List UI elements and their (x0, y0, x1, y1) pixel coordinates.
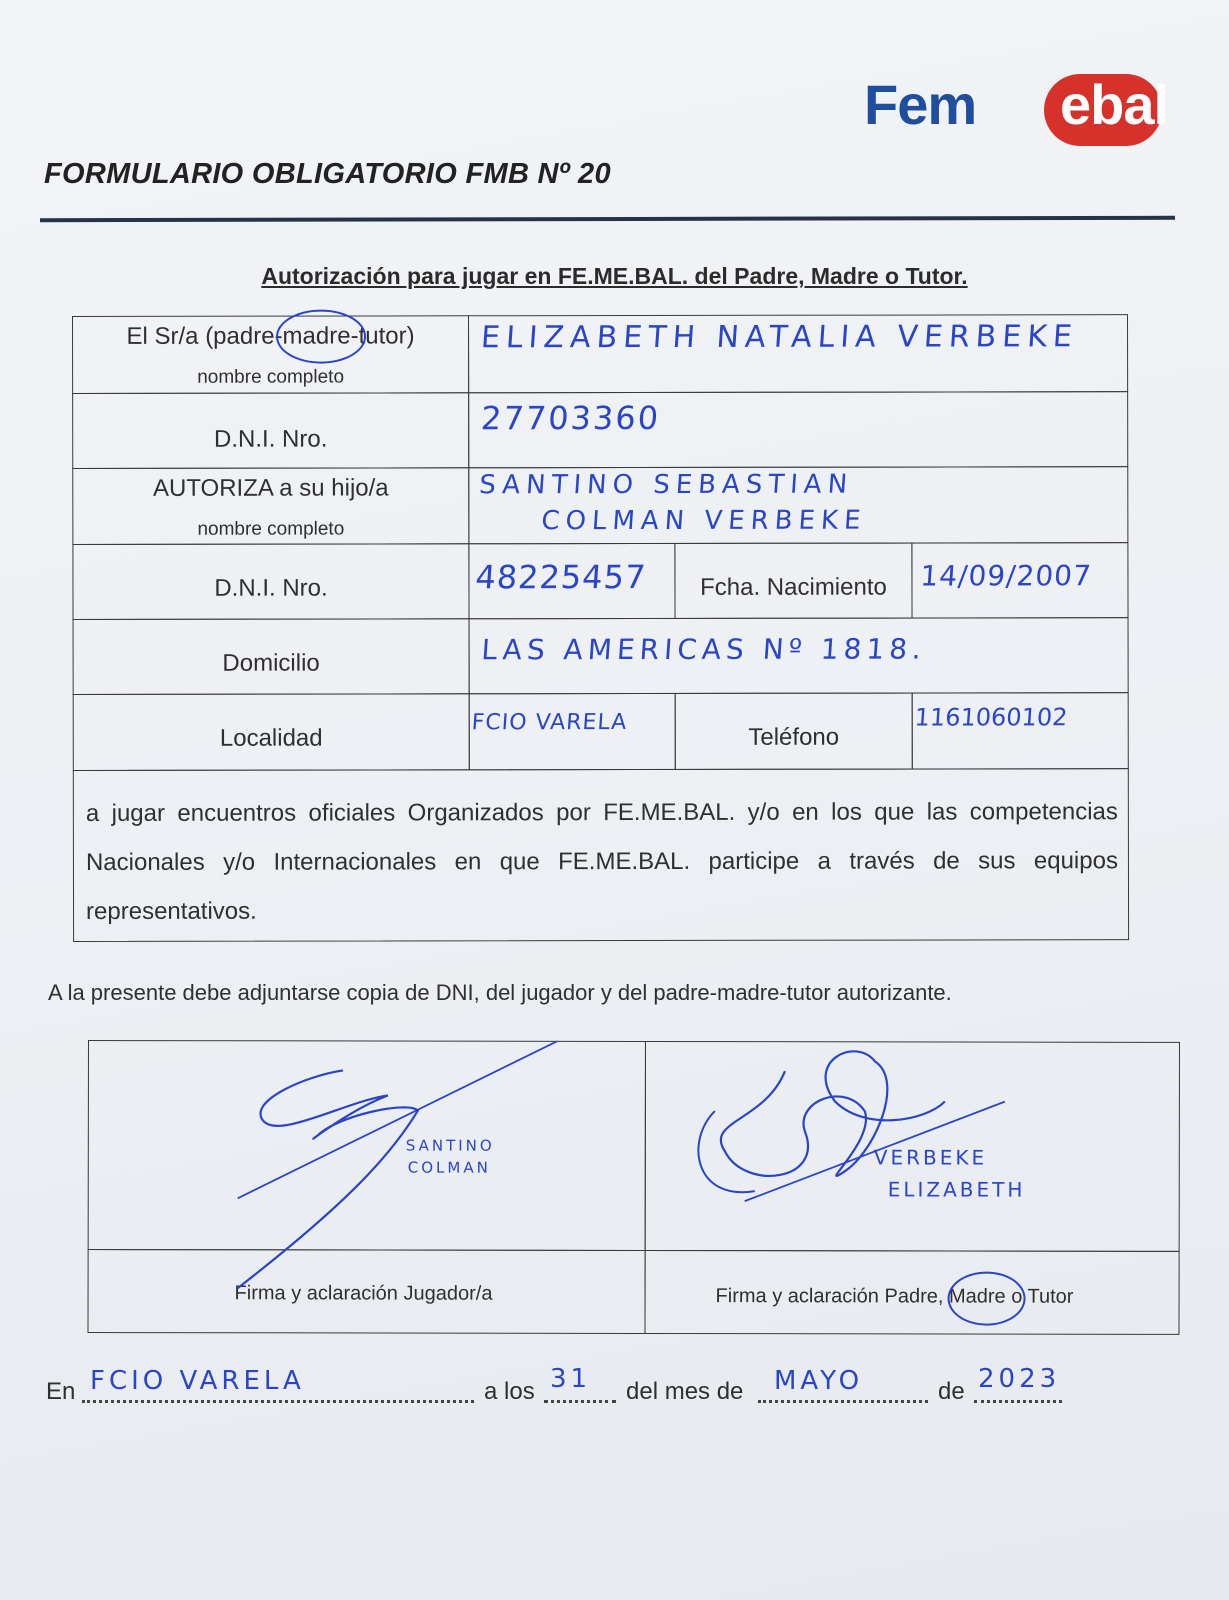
child-dni-field[interactable]: 48225457 (474, 557, 648, 597)
child-label: AUTORIZA a su hijo/a (152, 474, 389, 502)
phone-label: Teléfono (748, 723, 840, 751)
title-divider (40, 216, 1175, 222)
day-dots (544, 1400, 616, 1403)
month-dots (758, 1400, 928, 1403)
child-label-cell (72, 467, 469, 545)
month-field[interactable]: MAYO (774, 1366, 864, 1396)
child-name-cell (468, 466, 1128, 544)
authorization-table (72, 314, 1129, 954)
authorization-text-cell (73, 768, 1129, 942)
address-label: Domicilio (222, 649, 320, 677)
parent-caption-cell (644, 1250, 1179, 1335)
child-name-line2[interactable]: COLMAN VERBEKE (540, 505, 868, 537)
en-label: En (46, 1378, 76, 1405)
form-subtitle: Autorización para jugar en FE.ME.BAL. del Padre, Madre o Tutor. (261, 263, 968, 289)
signature-table (87, 1040, 1180, 1336)
phone-field[interactable]: 1161060102 (913, 703, 1069, 732)
femebal-logo (864, 68, 1169, 148)
day-field[interactable]: 31 (550, 1364, 592, 1394)
parent-name-cell (468, 314, 1128, 393)
birth-label: Fcha. Nacimiento (700, 573, 887, 601)
logo-text-ebal: ebal (1060, 73, 1169, 136)
address-label-cell (73, 618, 470, 695)
phone-label-cell (675, 693, 913, 770)
authorization-text: a jugar encuentros oficiales Organizados por FE.ME.BAL. y/o en los que las competencias Nacionales y/o Internacionales en que FE.ME.BAL. participe a través de sus equipos representativos. (85, 798, 1118, 925)
child-name-line1[interactable]: SANTINO SEBASTIAN (478, 469, 855, 501)
de-label: de (938, 1378, 965, 1405)
parent-dni-label: D.N.I. Nro. (214, 425, 328, 453)
year-dots (974, 1400, 1062, 1403)
date-line (46, 1364, 1196, 1432)
parent-name-field[interactable]: ELIZABETH NATALIA VERBEKE (479, 319, 1080, 356)
player-sign-name-line2: COLMAN (407, 1158, 491, 1177)
address-field[interactable]: LAS AMERICAS Nº 1818. (480, 632, 928, 667)
city-field[interactable]: FCIO VARELA (470, 710, 629, 736)
madre-caption-circle (948, 1272, 1026, 1326)
year-field[interactable]: 2023 (978, 1364, 1061, 1394)
parent-sign-name-line1: VERBEKE (873, 1145, 988, 1170)
player-caption: Firma y aclaración Jugador/a (234, 1282, 493, 1305)
city-cell (469, 693, 676, 770)
parent-dni-label-cell (72, 392, 469, 469)
city-label: Localidad (219, 724, 323, 752)
birth-date-field[interactable]: 14/09/2007 (919, 559, 1093, 593)
parent-dni-field[interactable]: 27703360 (479, 398, 662, 438)
child-sublabel: nombre completo (197, 518, 345, 540)
form-title: FORMULARIO OBLIGATORIO FMB Nº 20 (44, 158, 611, 190)
child-dni-cell (468, 543, 675, 619)
child-dni-label-cell (72, 543, 469, 620)
parent-sign-name-line2: ELIZABETH (887, 1177, 1026, 1202)
place-field[interactable]: FCIO VARELA (90, 1366, 305, 1396)
phone-cell (912, 692, 1129, 769)
parent-dni-cell (468, 391, 1128, 468)
player-signature-drawing (87, 1040, 646, 1341)
player-sign-name-line1: SANTINO (405, 1136, 495, 1155)
attachment-note: A la presente debe adjuntarse copia de DNI, del jugador y del padre-madre-tutor autorizante. (48, 980, 952, 1005)
birth-label-cell (674, 543, 912, 619)
mes-label: del mes de (626, 1378, 744, 1405)
parent-sublabel: nombre completo (197, 366, 345, 388)
birth-date-cell (911, 542, 1128, 618)
madre-circle-mark (276, 309, 366, 363)
place-dots (82, 1400, 474, 1403)
a-los-label: a los (484, 1378, 535, 1405)
parent-label: El Sr/a (padre-madre-tutor) (126, 322, 415, 350)
address-cell (469, 617, 1129, 694)
city-label-cell (73, 693, 470, 771)
logo-text-fem: Fem (864, 73, 977, 136)
child-dni-label: D.N.I. Nro. (214, 574, 328, 602)
parent-caption: Firma y aclaración Padre, Madre o Tutor (715, 1285, 1074, 1308)
parent-label-cell (72, 315, 469, 394)
